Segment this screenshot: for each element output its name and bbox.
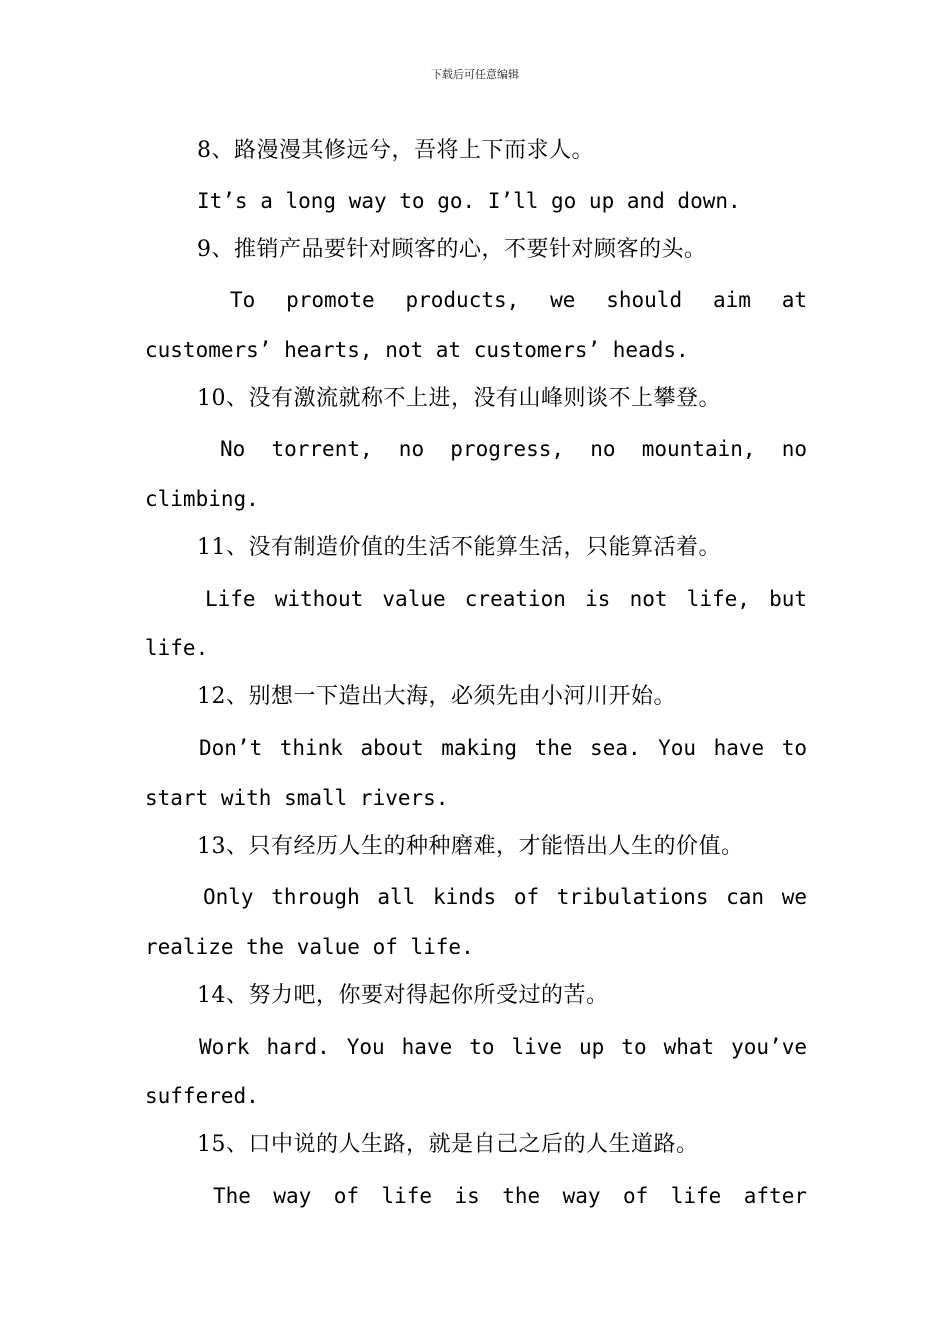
quote-15-chinese: 15、口中说的人生路，就是自己之后的人生道路。: [197, 1132, 699, 1157]
quote-10-english-line-2: climbing.: [145, 487, 259, 511]
quote-8-english: It’s a long way to go. I’ll go up and down.: [197, 189, 741, 213]
quote-9-english-line-1: To promote products, we should aim at: [230, 288, 807, 312]
quote-13-chinese: 13、只有经历人生的种种磨难，才能悟出人生的价值。: [197, 834, 744, 859]
quote-10-english-line-1: No torrent, no progress, no mountain, no: [220, 437, 807, 461]
quote-9-chinese: 9、推销产品要针对顾客的心，不要针对顾客的头。: [197, 237, 707, 262]
page-header: 下载后可任意编辑: [431, 68, 519, 81]
quote-14-chinese: 14、努力吧，你要对得起你所受过的苦。: [197, 983, 609, 1008]
quote-8-chinese: 8、路漫漫其修远兮，吾将上下而求人。: [197, 138, 594, 163]
quote-14-english-line-1: Work hard. You have to live up to what you’ve: [199, 1035, 807, 1059]
quote-11-chinese: 11、没有制造价值的生活不能算生活，只能算活着。: [197, 535, 721, 560]
quote-12-english-line-2: start with small rivers.: [145, 786, 449, 810]
quote-12-english-line-1: Don’t think about making the sea. You have to: [199, 736, 807, 760]
quote-10-chinese: 10、没有激流就称不上进，没有山峰则谈不上攀登。: [197, 386, 721, 411]
quote-11-english-line-1: Life without value creation is not life, but: [205, 587, 807, 611]
quote-11-english-line-2: life.: [145, 636, 209, 660]
quote-12-chinese: 12、别想一下造出大海，必须先由小河川开始。: [197, 684, 676, 709]
quote-13-english-line-2: realize the value of life.: [145, 935, 474, 959]
quote-13-english-line-1: Only through all kinds of tribulations can we: [203, 885, 807, 909]
quote-9-english-line-2: customers’ hearts, not at customers’ heads.: [145, 338, 689, 362]
quote-15-english-line-1: The way of life is the way of life after: [213, 1184, 807, 1208]
quote-14-english-line-2: suffered.: [145, 1084, 259, 1108]
